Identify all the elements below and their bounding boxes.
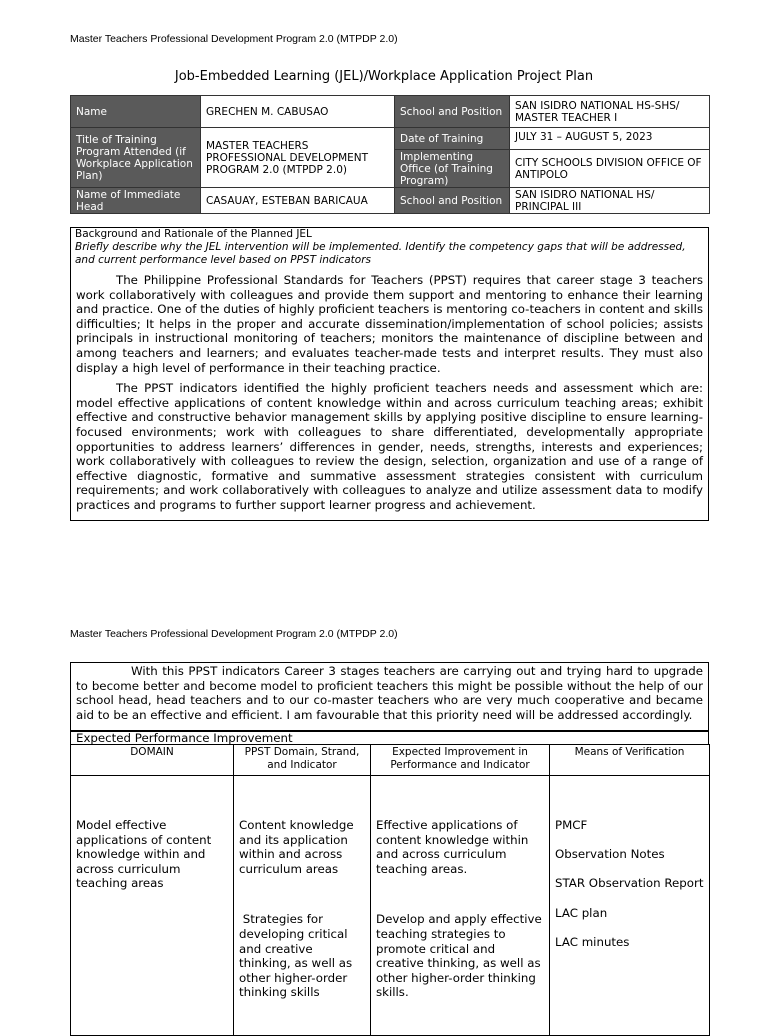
office-value: CITY SCHOOLS DIVISION OFFICE OF ANTIPOLO	[510, 150, 710, 188]
column-header-expected: Expected Improvement in Performance and Indicator	[371, 745, 550, 776]
office-label: Implementing Office (of Training Program)	[395, 150, 510, 188]
expected-improvement-2: Develop and apply effective teaching strategies to promote critical and creative thinking, as well as other higher-order thinking skills.	[376, 912, 542, 1000]
ppst-indicator-2: Strategies for developing critical and creative thinking, as well as other higher-order thinking skills	[239, 912, 356, 1000]
continuation-section	[70, 662, 709, 732]
continuation-paragraph: With this PPST indicators Career 3 stages teachers are carrying out and trying hard to upgrade to become better and become model to proficient teachers this might be possible without the help of our school head, head teachers and to our co-master teachers who are very much cooperative and became aid to be an effective and efficient. I am favourable that this priority need will be addressed accordingly.	[76, 664, 703, 722]
verification-item: Observation Notes	[555, 847, 665, 862]
school-position-label: School and Position	[395, 96, 510, 128]
ppst-indicator-1: Content knowledge and its application within and across curriculum areas	[239, 818, 354, 876]
background-section	[70, 227, 709, 521]
verification-item: LAC minutes	[555, 934, 630, 949]
head-school-value: SAN ISIDRO NATIONAL HS/ PRINCIPAL III	[510, 188, 710, 214]
expected-cell	[371, 776, 550, 1036]
background-heading: Background and Rationale of the Planned JEL	[75, 228, 312, 240]
expected-improvement-section	[70, 730, 709, 745]
head-school-label: School and Position	[395, 188, 510, 214]
head-value: CASAUAY, ESTEBAN BARICAUA	[201, 188, 395, 214]
name-value: GRECHEN M. CABUSAO	[201, 96, 395, 128]
expected-improvement-1: Effective applications of content knowledge within and across curriculum teaching areas.	[376, 818, 529, 876]
document-title: Job-Embedded Learning (JEL)/Workplace Application Project Plan	[174, 69, 594, 84]
verification-item: STAR Observation Report	[555, 876, 704, 891]
verification-item: LAC plan	[555, 905, 608, 920]
date-label: Date of Training	[395, 128, 510, 150]
background-instruction: Briefly describe why the JEL intervention will be implemented. Identify the competency gaps that will be addressed, and current performance level based on PPST indicators	[75, 241, 686, 266]
performance-table	[70, 744, 710, 1036]
head-label: Name of Immediate Head	[71, 188, 201, 214]
background-paragraph-2: The PPST indicators identified the highly proficient teachers needs and assessment which are: model effective applications of content knowledge within and across curriculum teaching areas; exhibit effective and constructive behavior management skills by applying positive discipline to ensure learning-focused environments; work with colleagues to share differentiated, developmentally appropriate opportunities to address learners’ differences in gender, needs, strengths, interests and experiences; work collaboratively with colleagues to review the design, selection, organization and use of a range of effective diagnostic, formative and summative assessment strategies consistent with curriculum requirements; and work collaboratively with colleagues to analyze and utilize assessment data to modify practices and programs to further support learner progress and achievement.	[76, 381, 703, 512]
domain-cell	[71, 776, 234, 1036]
date-value: JULY 31 – AUGUST 5, 2023	[510, 128, 710, 150]
training-title-label: Title of Training Program Attended (if Workplace Application Plan)	[71, 128, 201, 188]
expected-improvement-heading: Expected Performance Improvement	[76, 731, 293, 745]
name-label: Name	[71, 96, 201, 128]
verification-cell	[550, 776, 710, 1036]
ppst-cell	[234, 776, 371, 1036]
background-paragraph-1: The Philippine Professional Standards for Teachers (PPST) requires that career stage 3 teachers work collaboratively with colleagues and provide them support and mentoring to enhance their learning and practice. One of the duties of highly proficient teachers is mentoring co-teachers in content and skills difficulties; It helps in the proper and accurate dissemination/implementation of school policies; assists principals in instructional monitoring of teachers; monitors the maintenance of discipline between and among teachers and learners; and evaluates teacher-made tests and interpret results. They must also display a high level of performance in their teaching practice.	[76, 273, 703, 375]
info-table	[70, 95, 710, 214]
domain-text: Model effective applications of content knowledge within and across curriculum teaching areas	[76, 818, 212, 891]
running-header-page-2: Master Teachers Professional Development Program 2.0 (MTPDP 2.0)	[70, 628, 398, 640]
column-header-domain: DOMAIN	[71, 745, 234, 776]
training-title-value: MASTER TEACHERS PROFESSIONAL DEVELOPMENT PROGRAM 2.0 (MTPDP 2.0)	[201, 128, 395, 188]
school-position-value: SAN ISIDRO NATIONAL HS-SHS/ MASTER TEACHER I	[510, 96, 710, 128]
column-header-ppst: PPST Domain, Strand, and Indicator	[234, 745, 371, 776]
column-header-verification: Means of Verification	[550, 745, 710, 776]
verification-item: PMCF	[555, 818, 588, 832]
running-header: Master Teachers Professional Development Program 2.0 (MTPDP 2.0)	[70, 33, 398, 45]
